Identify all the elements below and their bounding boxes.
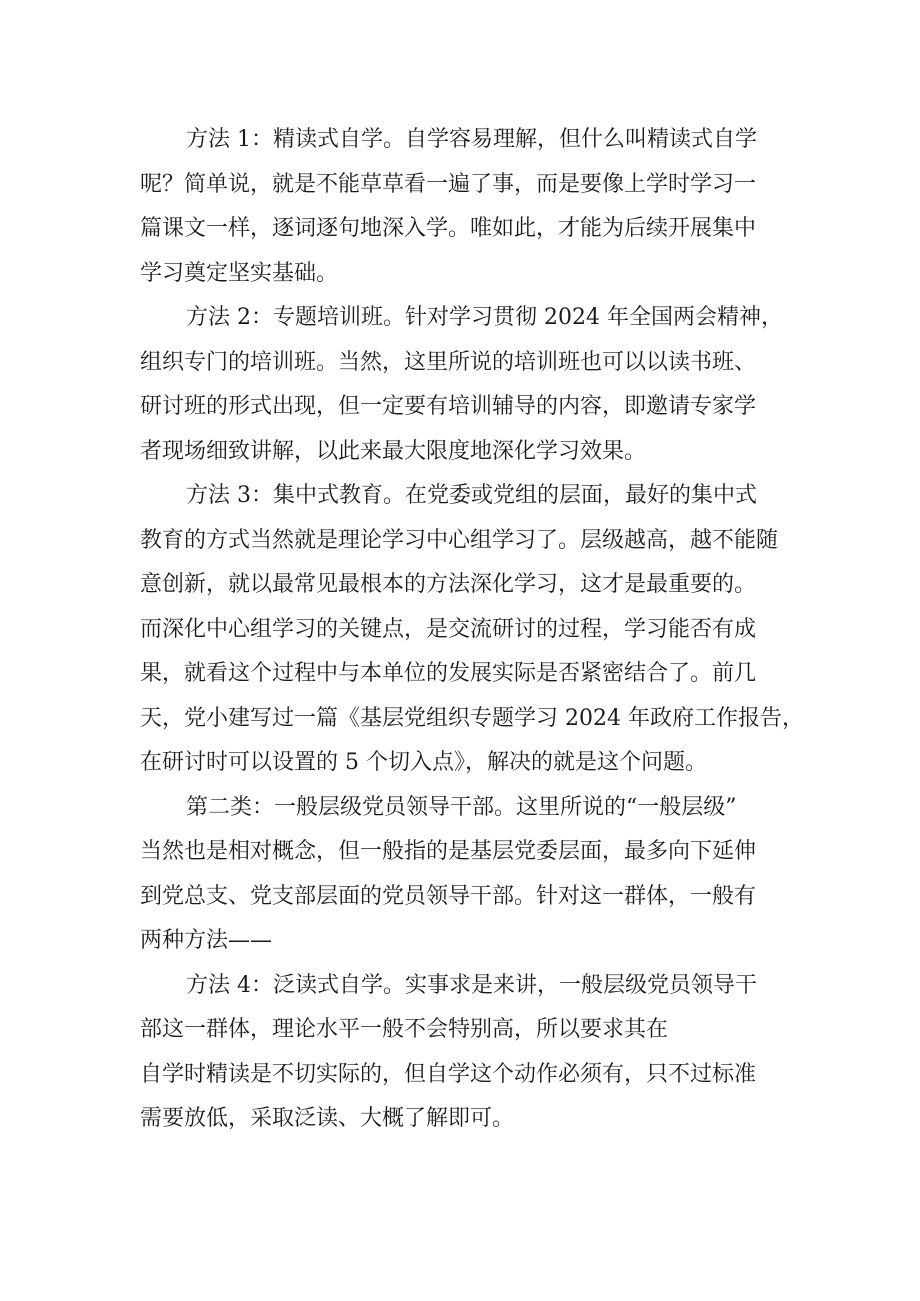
- text-line: 呢？简单说，就是不能草草看一遍了事，而是要像上学时学习一: [140, 171, 757, 197]
- text-line: 方法 1：精读式自学。自学容易理解，但什么叫精读式自学: [186, 127, 757, 152]
- text-line: 组织专门的培训班。当然，这里所说的培训班也可以以读书班、: [140, 349, 757, 375]
- paragraph-method-4: [140, 964, 800, 1142]
- text-line: 自学时精读是不切实际的，但自学这个动作必须有，只不过标准: [140, 1061, 757, 1087]
- text-line: 学习奠定坚实基础。: [140, 260, 339, 286]
- text-line: 方法 4：泛读式自学。实事求是来讲，一般层级党员领导干: [186, 972, 757, 998]
- text-line: 而深化中心组学习的关键点，是交流研讨的过程，学习能否有成: [140, 616, 757, 642]
- document-body: [140, 118, 804, 1142]
- text-line: 篇课文一样，逐词逐句地深入学。唯如此，才能为后续开展集中: [140, 216, 757, 241]
- text-line: 在研讨时可以设置的 5 个切入点》，解决的就是这个问题。: [140, 750, 707, 775]
- paragraph-method-3: [140, 474, 804, 786]
- text-line: 到党总支、党支部层面的党员领导干部。针对这一群体，一般有: [140, 883, 757, 909]
- text-line: 方法 2：专题培训班。针对学习贯彻 2024 年全国两会精神，: [186, 305, 783, 330]
- text-line: 者现场细致讲解，以此来最大限度地深化学习效果。: [140, 438, 647, 464]
- text-line: 天，党小建写过一篇《基层党组织专题学习 2024 年政府工作报告，: [140, 705, 804, 731]
- text-line: 第二类：一般层级党员领导干部。这里所说的“一般层级”: [186, 794, 737, 820]
- paragraph-category-2: [140, 786, 800, 964]
- text-line: 意创新，就以最常见最根本的方法深化学习，这才是最重要的。: [140, 572, 757, 597]
- paragraph-method-1: [140, 118, 800, 296]
- text-line: 部这一群体，理论水平一般不会特别高，所以要求其在: [140, 1017, 669, 1042]
- text-line: 需要放低，采取泛读、大概了解即可。: [140, 1106, 515, 1131]
- text-line: 两种方法——: [140, 928, 273, 953]
- paragraph-method-2: [140, 296, 800, 474]
- text-line: 教育的方式当然就是理论学习中心组学习了。层级越高，越不能随: [140, 527, 779, 553]
- text-line: 研讨班的形式出现，但一定要有培训辅导的内容，即邀请专家学: [140, 394, 757, 419]
- text-line: 当然也是相对概念，但一般指的是基层党委层面，最多向下延伸: [140, 839, 757, 864]
- text-line: 方法 3：集中式教育。在党委或党组的层面，最好的集中式: [186, 483, 757, 508]
- text-line: 果，就看这个过程中与本单位的发展实际是否紧密结合了。前几: [140, 661, 757, 686]
